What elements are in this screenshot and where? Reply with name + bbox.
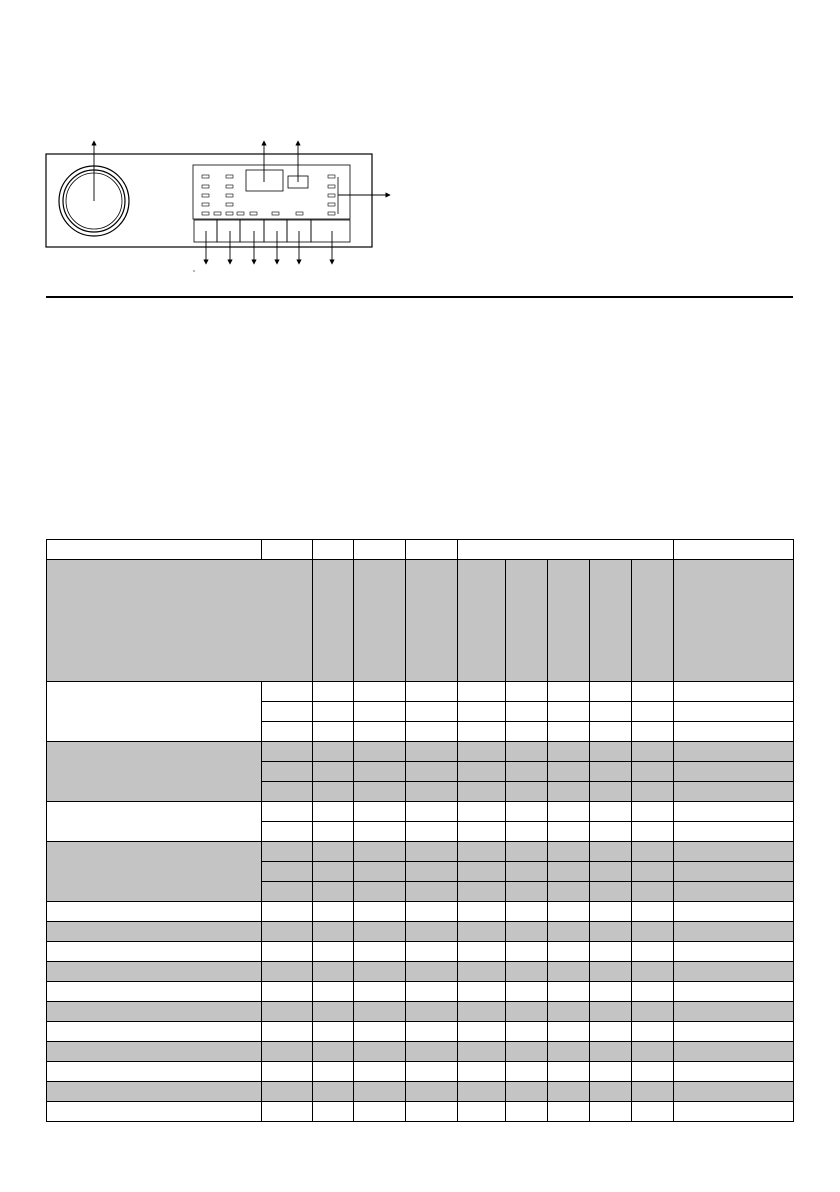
display <box>246 170 283 191</box>
programme-table <box>46 539 793 1121</box>
table-row <box>47 802 794 822</box>
table-subheader-row <box>47 560 794 682</box>
table-row <box>47 1082 794 1102</box>
table-row <box>47 1102 794 1122</box>
button-row <box>194 220 350 242</box>
table-row <box>47 742 794 762</box>
table-row <box>47 922 794 942</box>
table-row <box>47 1022 794 1042</box>
table-header-row <box>47 540 794 560</box>
section-divider <box>46 296 793 298</box>
table-row <box>47 982 794 1002</box>
indicator-lights-right <box>328 175 335 215</box>
table-row <box>47 842 794 862</box>
table-row <box>47 1002 794 1022</box>
table-row <box>47 682 794 702</box>
table-row <box>47 902 794 922</box>
table-row <box>47 942 794 962</box>
callout-lines-top <box>94 143 388 201</box>
table-row <box>47 1042 794 1062</box>
table-row <box>47 962 794 982</box>
stray-dot <box>193 270 194 271</box>
control-panel-diagram <box>0 0 840 300</box>
table-row <box>47 1062 794 1082</box>
panel-outline <box>46 154 372 247</box>
panel-inner-frame <box>193 165 350 219</box>
